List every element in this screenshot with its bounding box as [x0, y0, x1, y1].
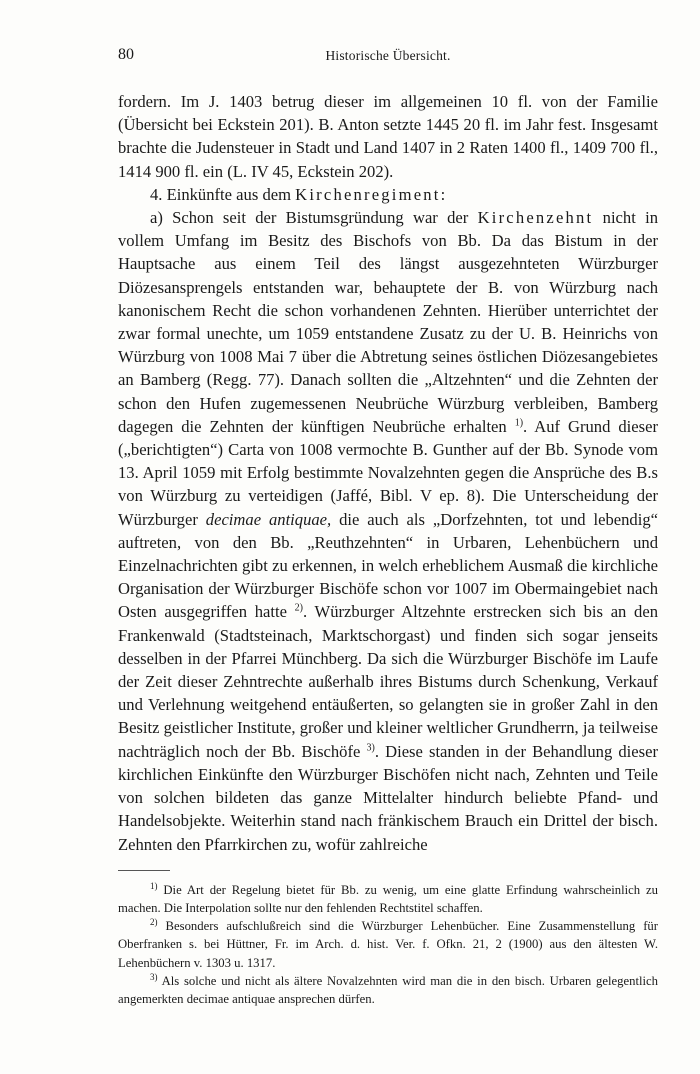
footnotes [118, 881, 658, 1008]
footnote-ref-1: 1) [514, 417, 524, 429]
paragraph-kirchenzehnt: a) Schon seit der Bistumsgründung war der Kirchenzehnt nicht in vollem Umfang im Besitz des Bischofs von Bb. Da das Bistum in der Hauptsache aus einem Teil des längst ausgezehnteten Würzburger Diözesansprengels entstanden war, behauptete der B. von Würzburg nach kanonischem Recht die schon vorhandenen Zehnten. Hierüber unterrichtet der zwar formal unechte, um 1059 entstandene Zusatz zu der U. B. Heinrichs von Würzburg von 1008 Mai 7 über die Abtretung seines östlichen Diözesangebietes an Bamberg (Regg. 77). Danach sollten die „Altzehnten“ und die Zehnten der schon den Hufen zugemessenen Neubrüche Würzburg verbleiben, Bamberg dagegen die Zehnten der künftigen Neubrüche erhalten $^{1)}$. Auf Grund dieser („berichtigten“) Carta von 1008 vermochte B. Gunther auf der Bb. Synode vom 13. April 1059 mit Erfolg bestimmte Novalzehnten gegen die Ansprüche des B.s von Würzburg zu verteidigen (Jaffé, Bibl. V ep. 8). Die Unterscheidung der Würzburger decimae antiquae, die auch als „Dorfzehnten, tot und lebendig“ auftreten, von den Bb. „Reuthzehnten“ in Urbaren, Lehenbüchern und Einzelnachrichten gibt zu erkennen, in welch erheblichem Ausmaß die kirchliche Organisation der Würzburger Bischöfe schon vor 1007 im Obermaingebiet nach Osten ausgegriffen hatte $^{2)}$. Würzburger Altzehnte erstrecken sich bis an den Frankenwald (Stadtsteinach, Marktschorgast) und finden sich sogar jenseits desselben in der Pfarrei Münchberg. Da sich die Würzburger Bischöfe im Laufe der Zeit dieser Zehntrechte außerhalb ihres Bistums durch Schenkung, Verkauf und Verlehnung weitgehend entäußerten, so gelangten sie in großer Zahl in den Besitz geistlicher Institute, großer und kleiner weltlicher Grundherrn, ja teilweise nachträglich noch der Bb. Bischöfe $^{3)}$. Diese standen in der Behandlung dieser kirchlichen Einkünfte den Würzburger Bischöfen nicht nach, Zehnten und Teile von solchen bildeten das ganze Mittelalter hindurch beliebte Pfand- und Handelsobjekte. Weiterhin stand nach fränkischem Brauch ein Drittel der bisch. Zehnten den Pfarrkirchen zu, wofür zahlreiche [118, 208, 658, 854]
footnote-text: Besonders aufschlußreich sind die Würzburger Lehenbücher. Eine Zusammenstellung für Oberfranken s. bei Hüttner, Fr. im Arch. d. hist. Ver. f. Ofkn. 21, 2 (1900) aus den ältesten W. Lehenbüchern v. 1303 u. 1317. [118, 919, 658, 970]
term-kirchenzehnt: Kirchenzehnt [477, 208, 594, 228]
footnote-1 [118, 881, 658, 917]
text-run: die auch als „Dorfzehnten, tot und lebendig“ auftreten, von den Bb. „Reuthzehnten“ in Urbaren, Lehenbüchern und Einzelnachrichten gibt zu erkennen, in welch erheblichem Ausmaß die kirchliche Organisation der Würzburger Bischöfe schon vor 1007 im Obermaingebiet nach Osten ausgegriffen hatte [118, 509, 658, 622]
section-heading-prefix: 4. Einkünfte aus dem [150, 184, 292, 204]
section-heading-term: Kirchenregiment: [295, 184, 448, 204]
term-decimae-antiquae: decimae antiquae, [205, 509, 332, 529]
footnote-text: Die Art der Regelung bietet für Bb. zu wenig, um eine glatte Erfindung wahrscheinlich zu machen. Die Interpolation sollte nur den fehlenden Rechtstitel schaffen. [118, 882, 658, 915]
footnote-2 [118, 917, 658, 972]
footnote-text: Als solche und nicht als ältere Novalzehnten wird man die in den bisch. Urbaren gelegentlich angemerkten decimae antiquae ansprechen dürfen. [118, 973, 658, 1006]
footnote-ref-2: 2) [294, 602, 303, 614]
page [118, 46, 658, 1008]
footnote-separator [118, 870, 170, 871]
footnote-marker: 2) [150, 916, 158, 927]
footnote-marker: 1) [150, 880, 158, 891]
text-run: Würzburger Altzehnte erstrecken sich bis an den Frankenwald (Stadtsteinach, Marktschorgast) und finden sich sogar jenseits desselben in der Pfarrei Münchberg. Da sich die Würzburger Bischöfe im Laufe der Zeit dieser Zehntrechte außerhalb ihres Bistums durch Schenkung, Verkauf und Verlehnung weitgehend entäußerten, so gelangten sie in großer Zahl in den Besitz geistlicher Institute, großer und kleiner weltlicher Grundherrn, ja teilweise nachträglich noch der Bb. Bischöfe [118, 602, 658, 761]
body-text [118, 90, 658, 856]
footnote-3 [118, 972, 658, 1008]
running-title: Historische Übersicht. [325, 48, 451, 63]
text-run: Diese standen in der Behandlung dieser kirchlichen Einkünfte den Würzburger Bischöfen nicht nach, Zehnten und Teile von solchen bildeten das ganze Mittelalter hindurch beliebte Pfand- und Handelsobjekte. Weiterhin stand nach fränkischem Brauch ein Drittel der bisch. Zehnten den Pfarrkirchen zu, wofür zahlreiche [118, 741, 658, 854]
paragraph-judensteuer: fordern. Im J. 1403 betrug dieser im allgemeinen 10 fl. von der Familie (Übersicht bei Eckstein 201). B. Anton setzte 1445 20 fl. im Jahr fest. Insgesamt brachte die Judensteuer in Stadt und Land 1407 in 2 Raten 1400 fl., 1409 700 fl., 1414 900 fl. ein (L. IV 45, Eckstein 202). [118, 92, 658, 181]
page-number: 80 [118, 46, 134, 63]
text-run: a) Schon seit der Bistumsgründung war der [150, 208, 469, 228]
section-heading [118, 183, 658, 206]
footnote-marker: 3) [150, 971, 158, 982]
text-run: Auf Grund dieser („berichtigten“) Carta von 1008 vermochte B. Gunther auf der Bb. Synode vom 13. April 1059 mit Erfolg bestimmte Novalzehnten gegen die Ansprüche des B.s von Würzburg zu verteidigen (Jaffé, Bibl. V ep. 8). Die Unterscheidung der Würzburger [118, 416, 658, 529]
footnote-ref-3: 3) [366, 742, 375, 754]
text-run: nicht in vollem Umfang im Besitz des Bischofs von Bb. Da das Bistum in der Hauptsache aus einem Teil des längst ausgezehnteten Würzburger Diözesansprengels entstanden war, behauptete der B. von Würzburg nach kanonischem Recht die schon vorhandenen Zehnten. Hierüber unterrichtet der zwar formal unechte, um 1059 entstandene Zusatz zu der U. B. Heinrichs von Würzburg von 1008 Mai 7 über die Abtretung seines östlichen Diözesangebietes an Bamberg (Regg. 77). Danach sollten die „Altzehnten“ und die Zehnten der schon den Hufen zugemessenen Neubrüche Würzburg verbleiben, Bamberg dagegen die Zehnten der künftigen Neubrüche erhalten [118, 208, 658, 436]
page-header [118, 46, 658, 74]
